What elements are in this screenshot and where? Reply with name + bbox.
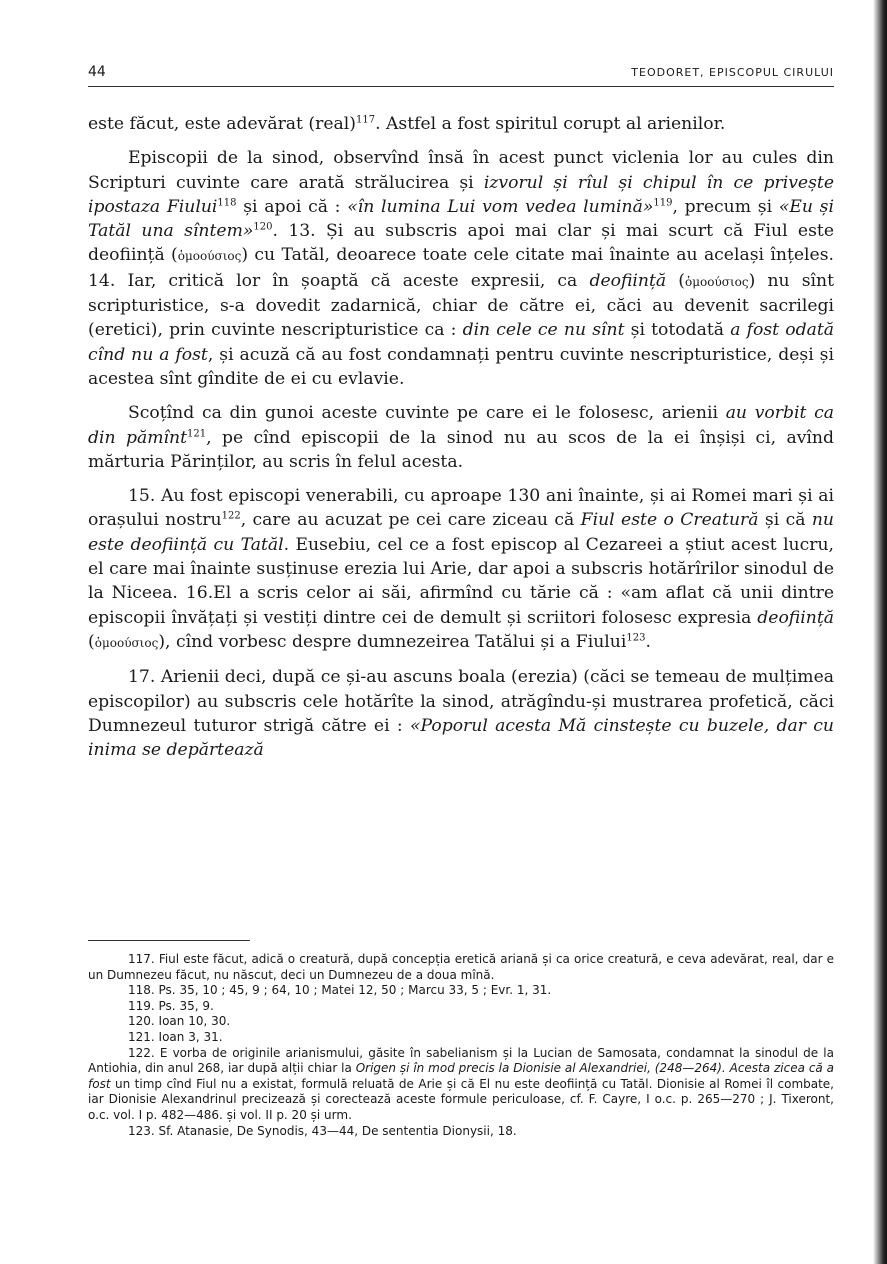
text-run: ), cînd vorbesc despre dumnezeirea Tatălui și a Fiului: [158, 631, 627, 652]
paragraph-0: [88, 112, 834, 136]
greek-term: ὁμοούσιος: [94, 635, 159, 650]
text-run: . Eusebiu, cel ce a fost episcop al Cezareei a știut acest lucru, el care mai înainte susținuse erezia lui Arie, dar apoi a subscris hotărîrilor sinodul de la Niceea. 16.El a scris celor ai săi, afirmînd cu tărie că : «am aflat că unii dintre episcopii învățați și vestiți dintre cei de demult și scriitori folosesc expresia: [88, 534, 835, 628]
text-run: . 13. Și au subscris apoi mai clar și mai scurt că Fiul este deoființă (: [88, 221, 834, 266]
footnote-118: 118. Ps. 35, 10 ; 45, 9 ; 64, 10 ; Matei 12, 50 ; Marcu 33, 5 ; Evr. 1, 31.: [128, 983, 552, 998]
text-run: .: [645, 631, 651, 652]
text-run: , precum și: [672, 196, 779, 217]
italic-run: izvorul și rîul și chipul în ce privește ipostaza Fiului: [88, 172, 835, 217]
footnote-ref-123: 123: [626, 632, 646, 644]
text-run: și că: [758, 510, 812, 531]
running-head: TEODORET, EPISCOPUL CIRULUI: [631, 66, 834, 79]
text-run: (: [88, 631, 95, 652]
italic-run: au vorbit ca din pămînt: [88, 403, 834, 448]
text-run: și totodată: [624, 320, 731, 341]
italic-run: «Eu și Tatăl una sîntem»: [88, 196, 834, 242]
paragraph-1: [88, 146, 834, 391]
footnote-rule: [88, 940, 250, 941]
text-run: 17. Arienii deci, după ce și-au ascuns boala (erezia) (căci se temeau de mulțimea episcopilor) au subscris cele hotărîte la sinod, atrăgîndu-și mustrarea profetică, căci Dumnezeul tuturor strigă către ei :: [88, 667, 834, 736]
italic-run: Fiul este o Creatură: [580, 510, 759, 531]
footnote-ref-119: 119: [653, 197, 673, 209]
footnotes: [88, 952, 834, 1139]
italic-run: Origen și în mod precis la Dionisie al Alexandriei, (248—264). Acesta zicea că a fost: [88, 1061, 834, 1091]
main-text: [88, 112, 834, 772]
footnote-120: 120. Ioan 10, 30.: [128, 1014, 231, 1029]
text-run: 122. E vorba de originile arianismului, găsite în sabelianism și la Lucian de Samosata, condamnat la sinodul de la Antiohia, din anul 268, iar după alții chiar la: [88, 1045, 834, 1076]
footnote-ref-121: 121: [187, 427, 207, 439]
italic-run: deoființă: [589, 270, 667, 291]
text-run: , care au acuzat pe cei care ziceau că: [240, 510, 581, 531]
header-rule: [88, 86, 834, 87]
page-edge-shadow: [873, 0, 887, 1264]
paragraph-3: [88, 484, 834, 655]
footnote-ref-118: 118: [217, 197, 237, 209]
footnote-121: 121. Ioan 3, 31.: [128, 1029, 223, 1044]
text-run: 15. Au fost episcopi venerabili, cu aproape 130 ani înainte, și ai Romei mari și ai orașului nostru: [88, 486, 834, 531]
text-run: ) cu Tatăl, deoarece toate cele citate mai înainte au același înțeles. 14. Iar, critică lor în șoaptă că aceste expresii, ca: [88, 245, 834, 291]
page-number: 44: [88, 64, 106, 80]
greek-term: ὁμοούσιος: [685, 274, 749, 289]
footnote-123: 123. Sf. Atanasie, De Synodis, 43—44, De sententia Dionysii, 18.: [128, 1123, 517, 1138]
italic-run: nu este deoființă cu Tatăl: [88, 510, 834, 555]
text-run: , pe cînd episcopii de la sinod nu au scos de la ei înșiși ci, avînd mărturia Părinților, au scris în felul acesta.: [88, 427, 834, 472]
italic-run: a fost odată cînd nu a fost: [88, 320, 834, 365]
italic-run: «Poporul acesta Mă cinstește cu buzele, dar cu inima se depărtează: [88, 715, 834, 761]
italic-run: deoființă: [757, 607, 834, 628]
footnote-117: 117. Fiul este făcut, adică o creatură, după concepția eretică ariană și ca orice creatură, e ceva adevărat, real, dar e un Dumnezeu făcut, nu născut, deci un Dumnezeu de a doua mînă.: [88, 952, 834, 982]
footnote-ref-120: 120: [253, 221, 273, 233]
page-header: [88, 64, 834, 86]
text-run: , și acuză că au fost condamnați pentru cuvinte nescripturistice, deși și acestea sînt gîndite de ei cu evlavie.: [88, 344, 834, 389]
greek-term: ὁμοούσιος: [177, 249, 242, 264]
text-run: Episcopii de la sinod, observînd însă în acest punct viclenia lor au cules din Scripturi cuvinte care arată strălucirea și: [88, 148, 834, 193]
footnote-119: 119. Ps. 35, 9.: [128, 998, 214, 1013]
footnote-ref-122: 122: [221, 510, 241, 522]
text-run: un timp cînd Fiul nu a existat, formulă reluată de Arie și că El nu este deoființă cu Tatăl. Dionisie al Romei îl combate, iar Dionisie Alexandrinul precizează și corectează aceste formule periculoase, cf. F. Cayre, I o.c. p. 265—270 ; J. Tixeront, o.c. vol. I p. 482—486. și vol. II p. 20 și urm.: [88, 1076, 834, 1122]
text-run: Scoțînd ca din gunoi aceste cuvinte pe care ei le folosesc, arienii: [128, 403, 726, 424]
paragraph-4: [88, 665, 834, 762]
footnote-ref-117: 117: [355, 114, 376, 126]
footnote-122: [88, 1046, 834, 1124]
text-run: . Astfel a fost spiritul corupt al arienilor.: [375, 114, 726, 134]
text-run: (: [666, 270, 685, 291]
paragraph-2: [88, 401, 834, 474]
italic-run: din cele ce nu sînt: [462, 320, 625, 341]
text-run: este făcut, este adevărat (real): [88, 114, 356, 134]
italic-run: «în lumina Lui vom vedea lumină»: [347, 196, 654, 217]
text-run: ) nu sînt scripturistice, s-a dovedit zadarnică, chiar de către ei, căci au devenit sacrilegi (eretici), prin cuvinte nescripturistice ca :: [88, 270, 834, 341]
text-run: și apoi că :: [236, 196, 348, 217]
